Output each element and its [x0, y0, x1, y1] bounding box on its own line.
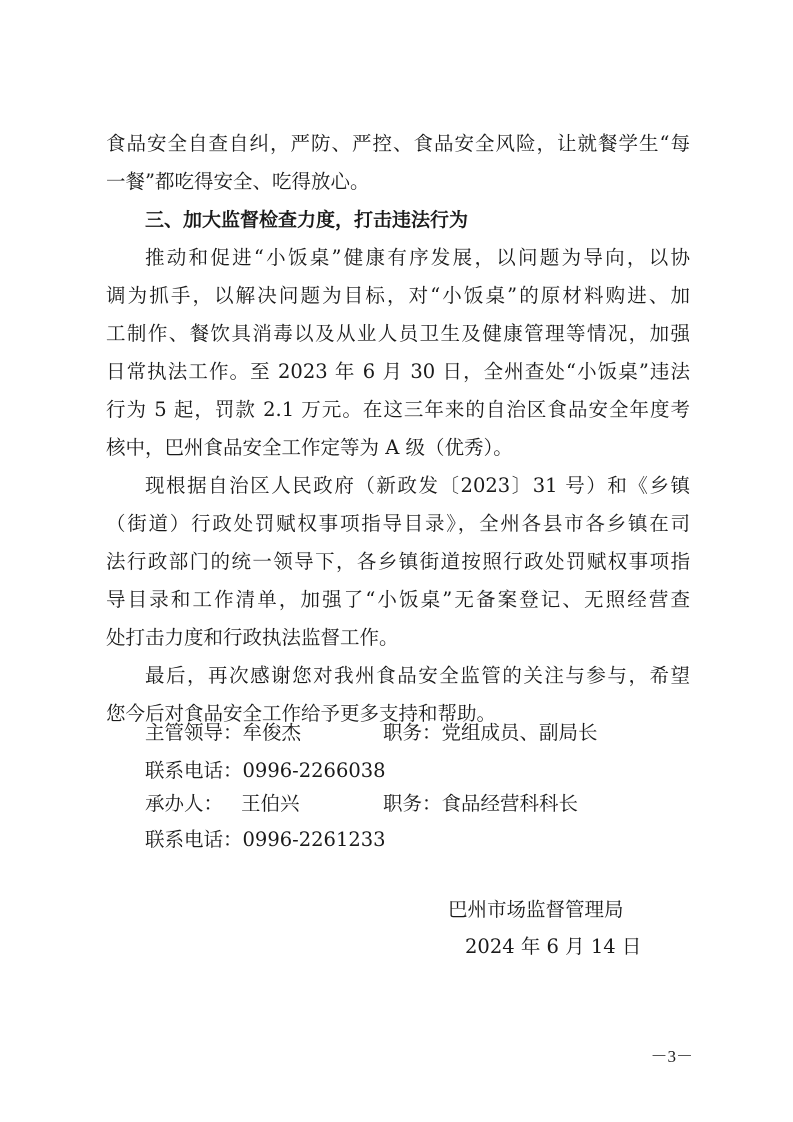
paragraph-4-line-2: 您今后对食品安全工作给予更多支持和帮助。 [106, 702, 497, 725]
paragraph-2-line-2: 调为抓手，以解决问题为目标，对“小饭桌”的原材料购进、加 [106, 284, 690, 307]
leader-phone-label: 联系电话： [145, 759, 243, 782]
contact-handler-row [145, 791, 300, 817]
handler-title-label: 职务： [383, 792, 442, 815]
paragraph-2-line-4: 日常执法工作。至 2023 年 6 月 30 日，全州查处“小饭桌”违法 [106, 360, 690, 383]
signature-organization: 巴州市场监督管理局 [448, 898, 624, 921]
paragraph-3-line-3: 法行政部门的统一领导下，各乡镇街道按照行政处罚赋权事项指 [106, 550, 690, 573]
contact-leader-title-row [383, 720, 598, 746]
paragraph-2-line-6: 核中，巴州食品安全工作定等为 A 级（优秀）。 [106, 436, 513, 459]
paragraph-3-line-4: 导目录和工作清单，加强了“小饭桌”无备案登记、无照经营查 [106, 588, 690, 611]
paragraph-2-line-3: 工制作、餐饮具消毒以及从业人员卫生及健康管理等情况，加强 [106, 322, 690, 345]
paragraph-1-line-2: 一餐”都吃得安全、吃得放心。 [106, 170, 370, 193]
paragraph-3-line-2: （街道）行政处罚赋权事项指导目录》，全州各县市各乡镇在司 [106, 512, 690, 535]
handler-title: 食品经营科科长 [441, 792, 579, 815]
contact-leader-phone-row [145, 758, 386, 784]
leader-label: 主管领导： [145, 721, 243, 744]
paragraph-3-line-5: 处打击力度和行政执法监督工作。 [106, 626, 399, 649]
handler-phone-label: 联系电话： [145, 828, 243, 851]
paragraph-1-line-1: 食品安全自查自纠，严防、严控、食品安全风险，让就餐学生“每 [106, 132, 690, 155]
signature-date: 2024 年 6 月 14 日 [465, 935, 642, 958]
handler-name: 王伯兴 [241, 792, 300, 815]
contact-leader-row [145, 720, 301, 746]
section-heading: 三、加大监督检查力度，打击违法行为 [145, 209, 469, 231]
leader-title: 党组成员、副局长 [441, 721, 598, 744]
page-number: －3－ [650, 1047, 693, 1066]
leader-phone: 0996-2266038 [242, 759, 386, 782]
handler-label: 承办人： [145, 792, 224, 815]
leader-name: 牟俊杰 [242, 721, 302, 744]
handler-phone: 0996-2261233 [242, 828, 386, 851]
paragraph-3-line-1: 现根据自治区人民政府（新政发〔2023〕31 号）和《乡镇 [145, 474, 690, 497]
paragraph-4-line-1: 最后，再次感谢您对我州食品安全监管的关注与参与，希望 [145, 664, 690, 687]
paragraph-2-line-1: 推动和促进“小饭桌”健康有序发展，以问题为导向，以协 [145, 246, 690, 269]
paragraph-2-line-5: 行为 5 起，罚款 2.1 万元。在这三年来的自治区食品安全年度考 [106, 398, 690, 421]
contact-handler-phone-row [145, 827, 386, 853]
contact-handler-title-row [383, 791, 578, 817]
leader-title-label: 职务： [383, 721, 442, 744]
